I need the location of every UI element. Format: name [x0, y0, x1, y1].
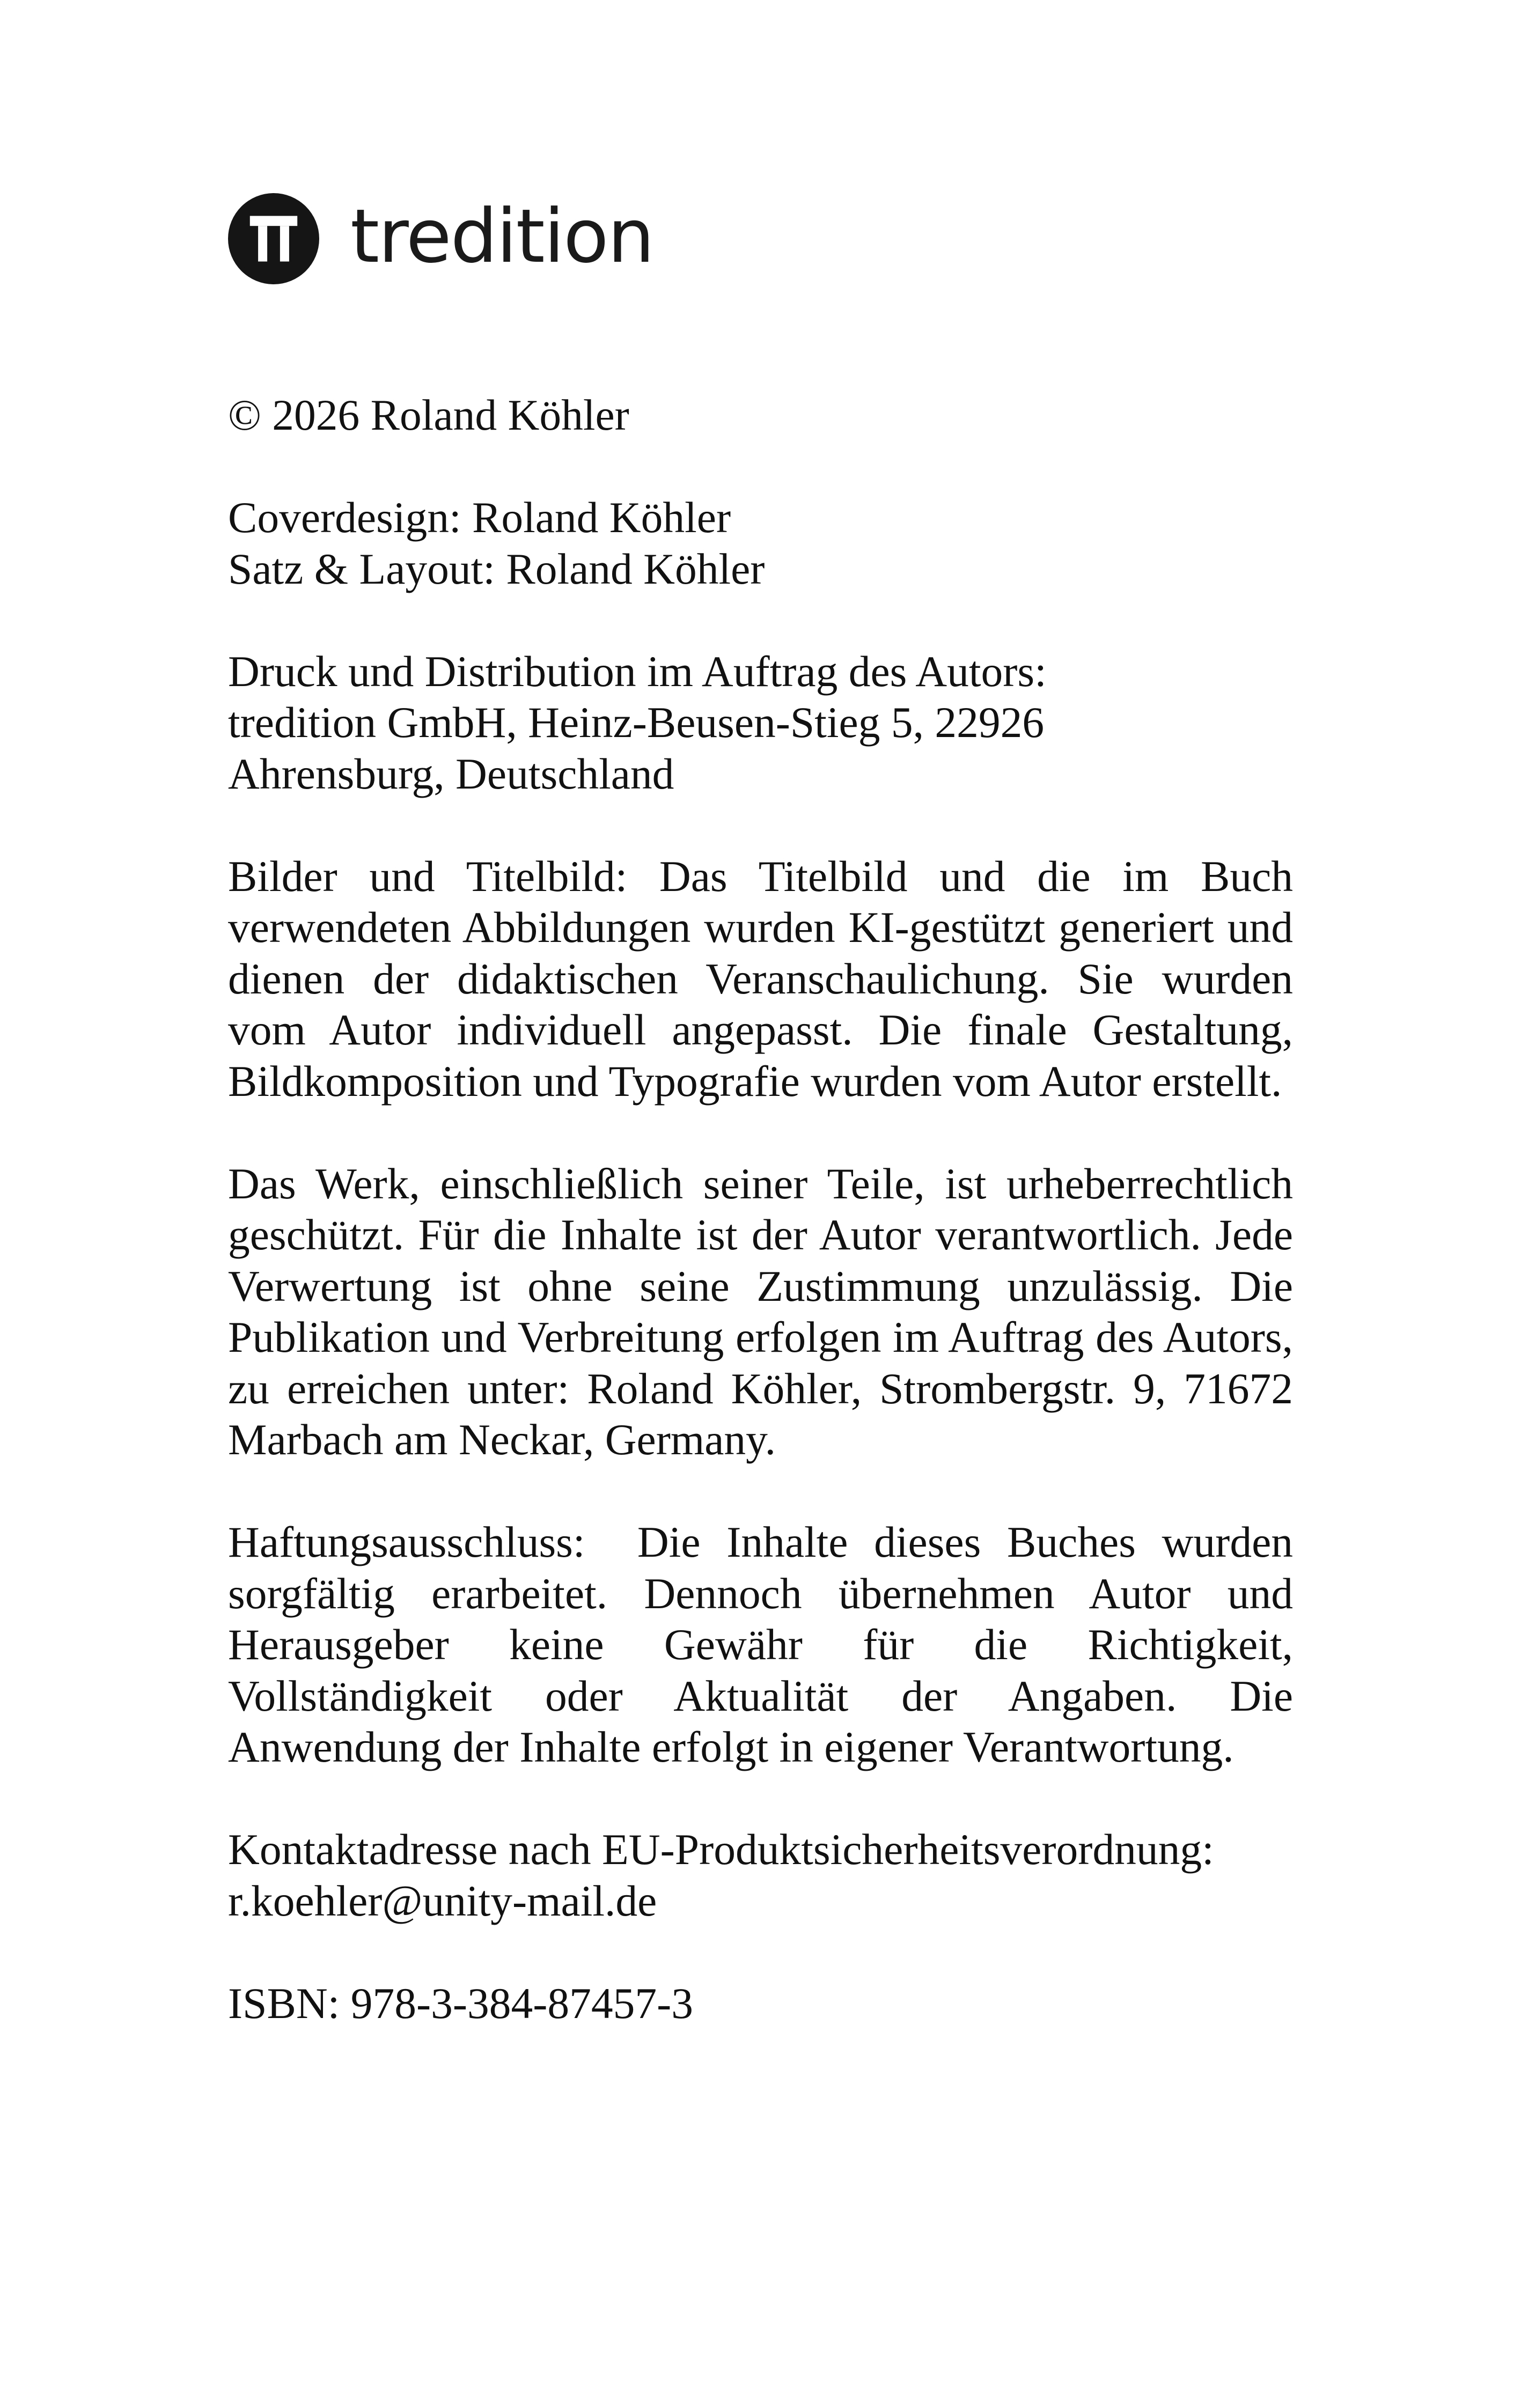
isbn: ISBN: 978-3-384-87457-3 [228, 1978, 694, 2028]
cover-credit: Coverdesign: Roland Köhler [228, 493, 731, 542]
imprint-text [228, 389, 1304, 2029]
distribution-line-3: Ahrensburg, Deutschland [228, 749, 674, 798]
contact-email: r.koehler@unity-mail.de [228, 1876, 657, 1925]
publisher-name: tredition [350, 193, 653, 279]
tredition-logo-icon [228, 193, 319, 284]
contact-label: Kontaktadresse nach EU-Produktsicherheitsverordnung: [228, 1825, 1214, 1874]
disclaimer: Haftungsausschluss: Die Inhalte dieses Buches wurden sorgfältig erarbeitet. Dennoch übernehmen Autor und Herausgeber keine Gewähr für die Richtigkeit, Vollständigkeit oder Aktualität der Angaben. Die Anwendung der Inhalte erfolgt in eigener Verantwortung. [228, 1518, 1304, 1771]
distribution-line-2: tredition GmbH, Heinz-Beusen-Stieg 5, 22926 [228, 698, 1045, 747]
publisher-logo [228, 193, 653, 284]
rights-note: Das Werk, einschließlich seiner Teile, ist urheberrechtlich geschützt. Für die Inhalte ist der Autor verantwortlich. Jede Verwertung ist ohne seine Zustimmung unzulässig. Die Publikation und Verbreitung erfolgen im Auftrag des Autors, zu erreichen unter: Roland Köhler, Strombergstr. 9, 71672 Marbach am Neckar, Germany. [228, 1159, 1293, 1464]
layout-credit: Satz & Layout: Roland Köhler [228, 544, 765, 593]
distribution-line-1: Druck und Distribution im Auftrag des Autors: [228, 646, 1047, 696]
copyright-line: © 2026 Roland Köhler [228, 391, 629, 439]
images-note: Bilder und Titelbild: Das Titelbild und die im Buch verwendeten Abbildungen wurden KI-gestützt generiert und dienen der didaktischen Veranschaulichung. Sie wurden vom Autor individuell angepasst. Die finale Gestaltung, Bildkomposition und Typografie wurden vom Autor erstellt. [228, 851, 1293, 1106]
